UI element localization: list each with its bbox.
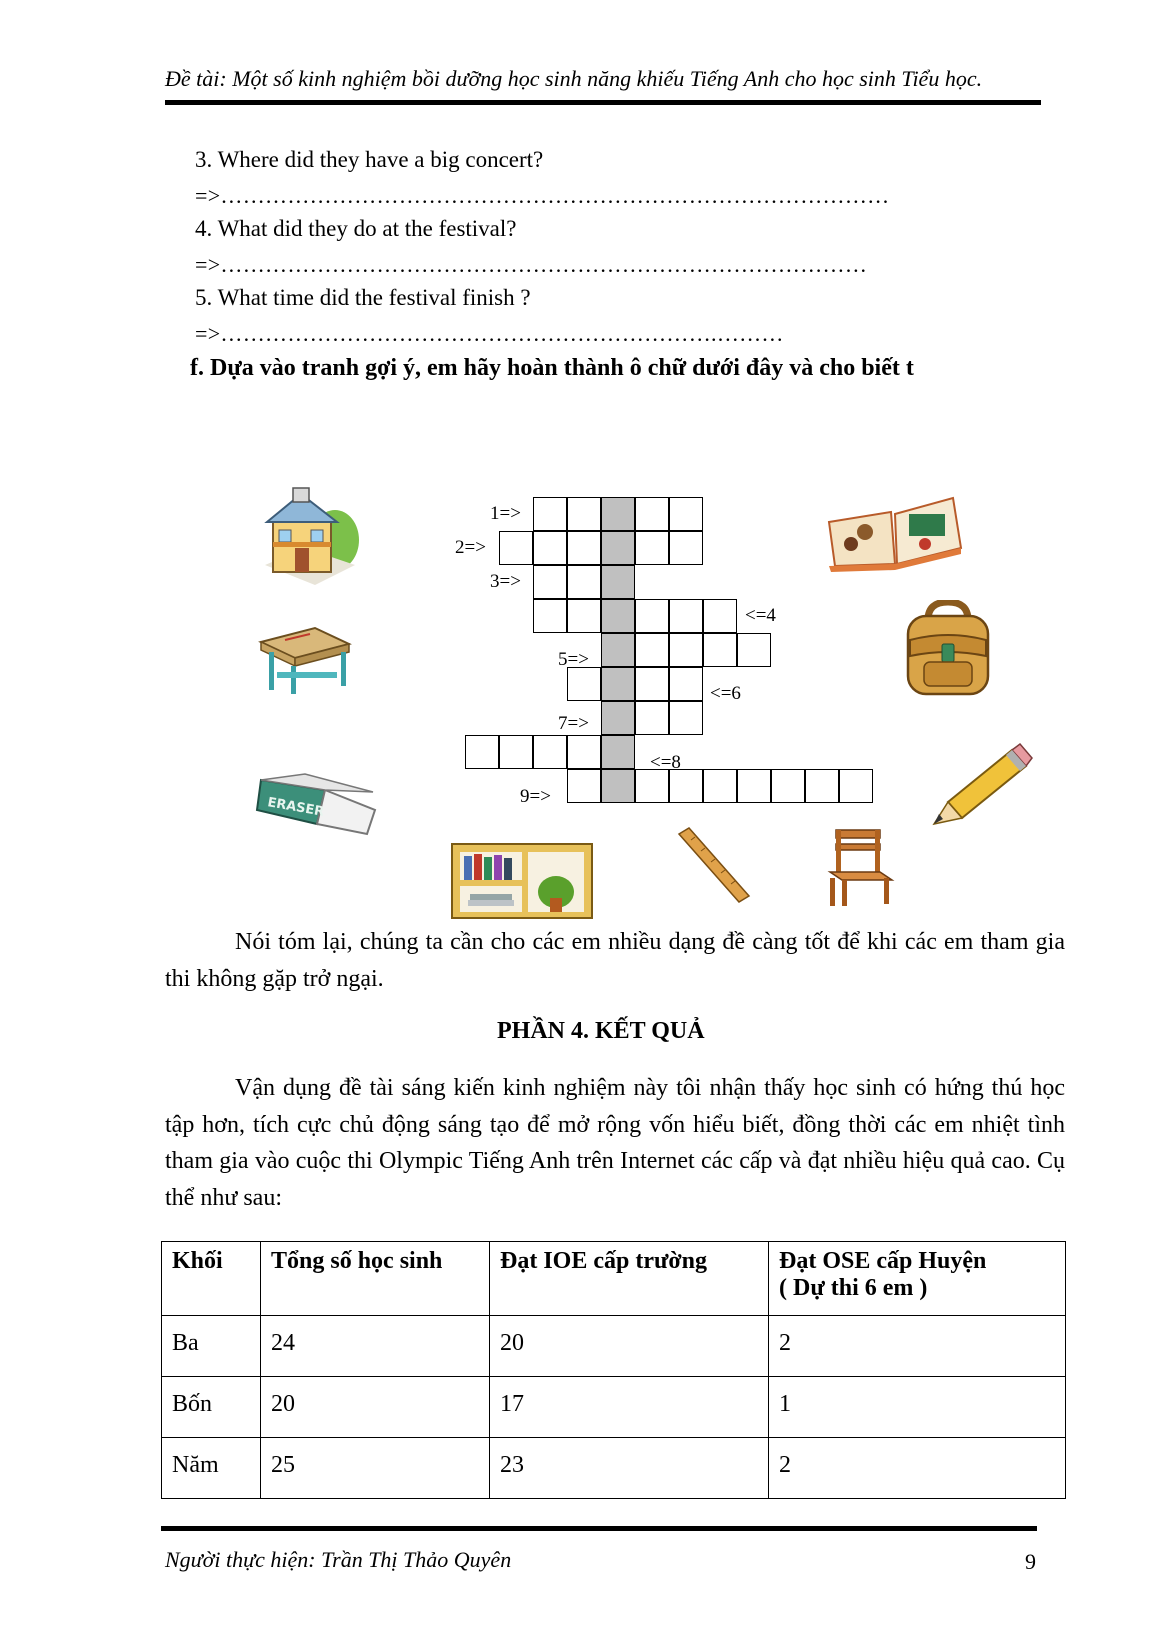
- crossword-key-cell[interactable]: [601, 599, 635, 633]
- crossword-cell[interactable]: [567, 735, 601, 769]
- table-cell: 17: [490, 1377, 769, 1438]
- bookshelf-picture: [450, 840, 595, 922]
- crossword-cell[interactable]: [703, 599, 737, 633]
- table-cell: 20: [261, 1377, 490, 1438]
- crossword-key-cell[interactable]: [601, 497, 635, 531]
- crossword-cell[interactable]: [669, 531, 703, 565]
- table-cell: 24: [261, 1316, 490, 1377]
- header-cell-ose: [769, 1242, 1066, 1316]
- section-heading: PHẦN 4. KẾT QUẢ: [497, 1018, 705, 1044]
- answer-line-4: =>……………………………………………………………………………: [195, 252, 868, 277]
- results-intro-paragraph: Vận dụng đề tài sáng kiến kinh nghiệm này tôi nhận thấy học sinh có hứng thú học tập hơn, tích cực chủ động sáng tạo để mở rộng vốn hiểu biết, đồng thời các em nhiệt tình tham gia vào cuộc thi Olympic Tiếng Anh trên Internet các cấp và đạt nhiều hiệu quả cao. Cụ thể như sau:: [165, 1075, 1065, 1211]
- crossword-cell[interactable]: [737, 769, 771, 803]
- crossword-cell[interactable]: [669, 769, 703, 803]
- table-cell: Ba: [162, 1316, 261, 1377]
- table-cell: 25: [261, 1438, 490, 1499]
- crossword-cell[interactable]: [669, 667, 703, 701]
- crossword-cell[interactable]: [567, 565, 601, 599]
- crossword-key-cell[interactable]: [601, 531, 635, 565]
- clue-label-8: <=8: [650, 752, 681, 773]
- clue-label-9: 9=>: [520, 786, 551, 807]
- crossword-key-cell[interactable]: [601, 735, 635, 769]
- crossword-cell[interactable]: [567, 497, 601, 531]
- eraser-label: ERASER: [266, 795, 326, 820]
- clue-label-4: <=4: [745, 605, 776, 626]
- table-row: [162, 1438, 1066, 1499]
- table-row: [162, 1377, 1066, 1438]
- crossword-cell[interactable]: [567, 531, 601, 565]
- answer-line-5: =>………………………………………………………….………: [195, 321, 784, 346]
- answer-line-3: =>………………………………………………………………………………: [195, 183, 890, 208]
- crossword-key-cell[interactable]: [601, 701, 635, 735]
- header-cell-ose-title: Đạt OSE cấp Huyện: [779, 1248, 987, 1274]
- crossword-cell[interactable]: [567, 769, 601, 803]
- table-cell: 1: [769, 1377, 1066, 1438]
- chair-picture: [822, 826, 898, 908]
- table-cell: 20: [490, 1316, 769, 1377]
- clue-label-3: 3=>: [490, 571, 521, 592]
- question-3: 3. Where did they have a big concert?: [195, 147, 544, 172]
- crossword-key-cell[interactable]: [601, 633, 635, 667]
- crossword-cell[interactable]: [805, 769, 839, 803]
- crossword-cell[interactable]: [533, 735, 567, 769]
- header-cell-total: Tổng số học sinh: [261, 1242, 490, 1316]
- eraser-picture: [255, 772, 385, 837]
- table-cell: 23: [490, 1438, 769, 1499]
- table-cell: 2: [769, 1316, 1066, 1377]
- header-rule: [165, 100, 1041, 105]
- footer-rule: [161, 1526, 1037, 1531]
- clue-label-5: 5=>: [558, 649, 589, 670]
- clue-label-7: 7=>: [558, 713, 589, 734]
- crossword-cell[interactable]: [669, 599, 703, 633]
- crossword-key-cell[interactable]: [601, 565, 635, 599]
- clue-label-2: 2=>: [455, 537, 486, 558]
- crossword-cell[interactable]: [635, 667, 669, 701]
- footer-author: Người thực hiện: Trần Thị Thảo Quyên: [165, 1547, 512, 1572]
- header-cell-ioe: Đạt IOE cấp trường: [490, 1242, 769, 1316]
- crossword-cell[interactable]: [635, 497, 669, 531]
- crossword-cell[interactable]: [839, 769, 873, 803]
- crossword-key-cell[interactable]: [601, 769, 635, 803]
- summary-paragraph: Nói tóm lại, chúng ta cần cho các em nhiều dạng đề càng tốt để khi các em tham gia thi không gặp trở ngại.: [165, 929, 1065, 992]
- question-4: 4. What did they do at the festival?: [195, 216, 517, 241]
- question-5: 5. What time did the festival finish ?: [195, 285, 531, 310]
- table-cell: 2: [769, 1438, 1066, 1499]
- table-row: [162, 1316, 1066, 1377]
- crossword-cell[interactable]: [669, 701, 703, 735]
- exercise-f-title: f. Dựa vào tranh gợi ý, em hãy hoàn thành ô chữ dưới đây và cho biết t: [190, 355, 914, 381]
- pencil-picture: [930, 740, 1036, 826]
- crossword-cell[interactable]: [465, 735, 499, 769]
- crossword-cell[interactable]: [703, 769, 737, 803]
- crossword-cell[interactable]: [635, 769, 669, 803]
- results-table: [161, 1241, 1066, 1499]
- crossword-cell[interactable]: [567, 667, 601, 701]
- crossword-cell[interactable]: [499, 735, 533, 769]
- header-cell-khoi: Khối: [162, 1242, 261, 1316]
- clue-label-6: <=6: [710, 683, 741, 704]
- table-cell: Năm: [162, 1438, 261, 1499]
- table-header-row: [162, 1242, 1066, 1316]
- crossword-cell[interactable]: [635, 531, 669, 565]
- crossword-cell[interactable]: [533, 531, 567, 565]
- crossword-cell[interactable]: [737, 633, 771, 667]
- crossword-key-cell[interactable]: [601, 667, 635, 701]
- crossword-cell[interactable]: [499, 531, 533, 565]
- backpack-picture: [898, 600, 998, 698]
- book-picture: [825, 492, 965, 572]
- school-building-picture: [255, 480, 367, 590]
- header-cell-ose-note: ( Dự thi 6 em ): [779, 1275, 928, 1301]
- document-header: Đề tài: Một số kinh nghiệm bồi dưỡng học sinh năng khiếu Tiếng Anh cho học sinh Tiểu học.: [165, 66, 983, 91]
- page-number: 9: [1025, 1549, 1036, 1574]
- crossword-cell[interactable]: [635, 701, 669, 735]
- crossword-cell[interactable]: [703, 633, 737, 667]
- crossword-cell[interactable]: [635, 633, 669, 667]
- crossword-cell[interactable]: [669, 497, 703, 531]
- crossword-cell[interactable]: [669, 633, 703, 667]
- clue-label-1: 1=>: [490, 503, 521, 524]
- crossword-cell[interactable]: [635, 599, 669, 633]
- table-cell: Bốn: [162, 1377, 261, 1438]
- crossword-cell[interactable]: [771, 769, 805, 803]
- school-desk-picture: [255, 622, 355, 697]
- crossword-cell[interactable]: [533, 565, 567, 599]
- crossword-cell[interactable]: [533, 497, 567, 531]
- ruler-picture: [675, 826, 753, 906]
- crossword-cell[interactable]: [533, 599, 567, 633]
- crossword-cell[interactable]: [567, 599, 601, 633]
